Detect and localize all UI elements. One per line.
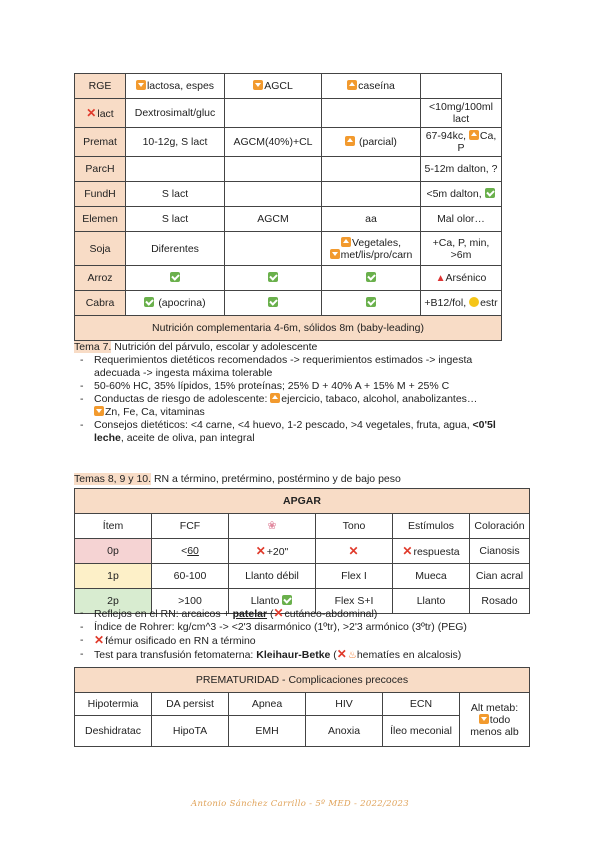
text: Consejos dietéticos: <4 carne, <4 huevo, 1-2 pescado, >4 vegetales, fruta, agua,	[94, 419, 473, 431]
cell-text: <	[181, 545, 188, 557]
row-label: RGE	[75, 74, 126, 99]
table-row	[75, 99, 502, 128]
cell: >100	[152, 589, 229, 614]
cell: Íleo meconial	[383, 716, 460, 747]
cell	[126, 157, 225, 182]
cell	[225, 74, 322, 99]
cell-text: 67-94kc,	[425, 130, 469, 142]
rn-notes	[74, 607, 534, 662]
row-label: Soja	[75, 232, 126, 266]
table-row	[75, 668, 530, 693]
table-row	[75, 266, 502, 291]
cell: 10-12g, S lact	[126, 128, 225, 157]
arrow-down-icon	[253, 80, 263, 90]
table-row	[75, 182, 502, 207]
cell: Mal olor…	[421, 207, 502, 232]
column-header: FCF	[152, 514, 229, 539]
cross-icon: ✕	[86, 105, 97, 120]
cross-icon: ✕	[273, 606, 284, 620]
cell	[322, 74, 421, 99]
text: ejercicio, tabaco, alcohol, anabolizantes…	[281, 393, 478, 405]
list-item: - Índice de Rohrer: kg/cm^3 -> <2'3 disarmónico (1ºtr), >2'3 armónico (3ºtr) (PEG)	[74, 621, 534, 634]
table-row	[75, 291, 502, 316]
row-label: Cabra	[75, 291, 126, 316]
cell-text: (apocrina)	[158, 297, 206, 309]
list-item: - 50-60% HC, 35% lípidos, 15% proteínas; 25% D + 40% A + 15% M + 25% C	[74, 380, 514, 393]
cell	[316, 539, 393, 564]
cell: Rosado	[470, 589, 530, 614]
formula-table	[74, 73, 502, 341]
tema7-list	[74, 354, 514, 445]
row-label: Arroz	[75, 266, 126, 291]
cell: 2p	[75, 589, 152, 614]
arrow-down-icon	[330, 249, 340, 259]
apgar-table	[74, 488, 530, 614]
cell: Deshidratac	[75, 716, 152, 747]
table-row	[75, 74, 502, 99]
cell-text: Llanto	[250, 595, 283, 607]
table-row	[75, 564, 530, 589]
tema-title: Nutrición del párvulo, escolar y adolescente	[111, 341, 318, 353]
cell	[126, 266, 225, 291]
cell: Mueca	[393, 564, 470, 589]
row-label	[75, 99, 126, 128]
cell-text: met/lis/pro/carn	[340, 248, 413, 261]
arrow-up-icon	[345, 136, 355, 146]
cell: 60-100	[152, 564, 229, 589]
table-row	[75, 539, 530, 564]
cell: AGCM	[225, 207, 322, 232]
cell: Hipotermia	[75, 693, 152, 716]
text: cutáneo-abdominal)	[284, 608, 378, 620]
table-footer: Nutrición complementaria 4-6m, sólidos 8m (baby-leading)	[75, 316, 502, 341]
text: Conductas de riesgo de adolescente:	[94, 393, 271, 405]
table-row	[75, 157, 502, 182]
text: Zn, Fe, Ca, vitaminas	[105, 406, 205, 418]
check-icon	[170, 272, 180, 282]
cell-text: AGCL	[264, 80, 293, 92]
cell: HipoTA	[152, 716, 229, 747]
cell	[152, 539, 229, 564]
cell: S lact	[126, 207, 225, 232]
table-row	[75, 232, 502, 266]
tema7-heading	[74, 341, 514, 354]
cell: Flex S+I	[316, 589, 393, 614]
siren-icon: ▲	[435, 272, 446, 284]
table-header-row	[75, 514, 530, 539]
cell-text: (parcial)	[358, 136, 397, 148]
row-label-text: lact	[97, 107, 114, 120]
cell-text: lactosa, espes	[146, 80, 215, 92]
cell: 1p	[75, 564, 152, 589]
cell	[322, 182, 421, 207]
check-icon	[282, 595, 292, 605]
list-item	[74, 648, 534, 662]
cell-text: todo menos alb	[470, 713, 519, 738]
cell	[225, 266, 322, 291]
column-header	[229, 514, 316, 539]
text-bold: Kleihaur-Betke	[256, 649, 331, 661]
cell: +Ca, P, min, >6m	[421, 232, 502, 266]
cross-icon: ✕	[94, 633, 105, 647]
cell	[421, 128, 502, 157]
cell: Anoxia	[306, 716, 383, 747]
cell-text: Arsénico	[445, 271, 487, 284]
cell	[126, 291, 225, 316]
cell	[322, 157, 421, 182]
text: (	[330, 649, 337, 661]
cell	[460, 693, 530, 747]
cell: aa	[322, 207, 421, 232]
cell: 0p	[75, 539, 152, 564]
cell	[225, 99, 322, 128]
arrow-up-icon	[341, 237, 351, 247]
check-icon	[268, 272, 278, 282]
cell: Cianosis	[470, 539, 530, 564]
cross-icon: ✕	[336, 647, 347, 661]
cell	[322, 99, 421, 128]
cell	[225, 232, 322, 266]
cell-text: respuesta	[413, 545, 460, 558]
smiley-icon	[469, 297, 479, 307]
cell: Dextrosimalt/gluc	[126, 99, 225, 128]
cell	[421, 266, 502, 291]
tema7-section	[74, 341, 514, 445]
arrow-up-icon	[469, 130, 479, 140]
list-item	[74, 607, 534, 621]
cell: DA persist	[152, 693, 229, 716]
cell-text: Ca, P	[457, 130, 497, 154]
row-label: Elemen	[75, 207, 126, 232]
cell	[322, 128, 421, 157]
cell-text: 60	[187, 545, 199, 557]
cell	[322, 232, 421, 266]
check-icon	[485, 188, 495, 198]
text-bold: patelar	[232, 608, 268, 620]
text: Test para transfusión fetomaterna:	[94, 649, 257, 661]
apgar-title: APGAR	[75, 489, 530, 514]
table-row	[75, 316, 502, 341]
cell: ECN	[383, 693, 460, 716]
cell-text: +B12/fol,	[424, 297, 470, 309]
text: fémur osificado en RN a término	[105, 635, 256, 647]
arrow-down-icon	[479, 714, 489, 724]
temas8-heading	[74, 473, 534, 486]
text: hematíes en alcalosis)	[356, 649, 462, 661]
tema-tag: Temas 8, 9 y 10.	[74, 473, 152, 485]
cell-text: +20"	[266, 545, 289, 558]
column-header: Tono	[316, 514, 393, 539]
cell	[393, 539, 470, 564]
brain-icon: ❀	[267, 520, 277, 532]
cell: EMH	[229, 716, 306, 747]
check-icon	[268, 297, 278, 307]
cell: Llanto	[393, 589, 470, 614]
column-header: Coloración	[470, 514, 530, 539]
cell	[225, 157, 322, 182]
list-item: - Requerimientos dietéticos recomendados -> requerimientos estimados -> ingesta adecuada -> ingesta máxima tolerable	[74, 354, 514, 380]
list-item	[74, 634, 534, 648]
cell: Cian acral	[470, 564, 530, 589]
cell	[229, 539, 316, 564]
cell-text: Vegetales,	[351, 236, 402, 249]
cell-text: <5m dalton,	[426, 188, 485, 200]
cell	[322, 266, 421, 291]
table-row	[75, 128, 502, 157]
check-icon	[366, 272, 376, 282]
cell	[225, 291, 322, 316]
row-label: FundH	[75, 182, 126, 207]
cell: AGCM(40%)+CL	[225, 128, 322, 157]
text: (	[267, 608, 274, 620]
tema-title: RN a término, pretérmino, postérmino y de bajo peso	[151, 473, 401, 485]
cell-text: estr	[480, 297, 498, 309]
column-header: Ítem	[75, 514, 152, 539]
cross-icon: ✕	[348, 543, 359, 558]
arrow-down-icon	[94, 406, 104, 416]
cell-text: Alt metab:	[470, 701, 519, 714]
list-item	[74, 419, 514, 445]
check-icon	[366, 297, 376, 307]
row-label: ParcH	[75, 157, 126, 182]
cell: Flex I	[316, 564, 393, 589]
cell	[126, 74, 225, 99]
prematuridad-title: PREMATURIDAD - Complicaciones precoces	[75, 668, 530, 693]
cell: Llanto débil	[229, 564, 316, 589]
cell: Diferentes	[126, 232, 225, 266]
list-item	[74, 393, 514, 419]
rn-list	[74, 607, 534, 662]
cell	[421, 74, 502, 99]
fire-icon: ♨	[347, 650, 357, 661]
page-footer: Antonio Sánchez Carrillo - 5º MED - 2022/2023	[191, 799, 409, 809]
check-icon	[144, 297, 154, 307]
cell: <10mg/100ml lact	[421, 99, 502, 128]
text-bold: <0'5l leche	[94, 419, 496, 444]
cell: S lact	[126, 182, 225, 207]
arrow-up-icon	[270, 393, 280, 403]
tema-tag: Tema 7.	[74, 341, 112, 353]
arrow-down-icon	[136, 80, 146, 90]
text: , aceite de oliva, pan integral	[120, 432, 255, 444]
cross-icon: ✕	[402, 543, 413, 558]
prematuridad-table	[74, 667, 530, 747]
cell	[225, 182, 322, 207]
cell-text: caseína	[358, 80, 395, 92]
cross-icon: ✕	[255, 543, 266, 558]
table-row	[75, 207, 502, 232]
cell	[421, 182, 502, 207]
arrow-up-icon	[347, 80, 357, 90]
text: Reflejos en el RN: arcaicos +	[94, 608, 233, 620]
cell: HIV	[306, 693, 383, 716]
cell	[421, 291, 502, 316]
cell: 5-12m dalton, ?	[421, 157, 502, 182]
cell: Apnea	[229, 693, 306, 716]
table-row	[75, 693, 530, 716]
table-row	[75, 489, 530, 514]
row-label: Premat	[75, 128, 126, 157]
column-header: Estímulos	[393, 514, 470, 539]
cell	[322, 291, 421, 316]
